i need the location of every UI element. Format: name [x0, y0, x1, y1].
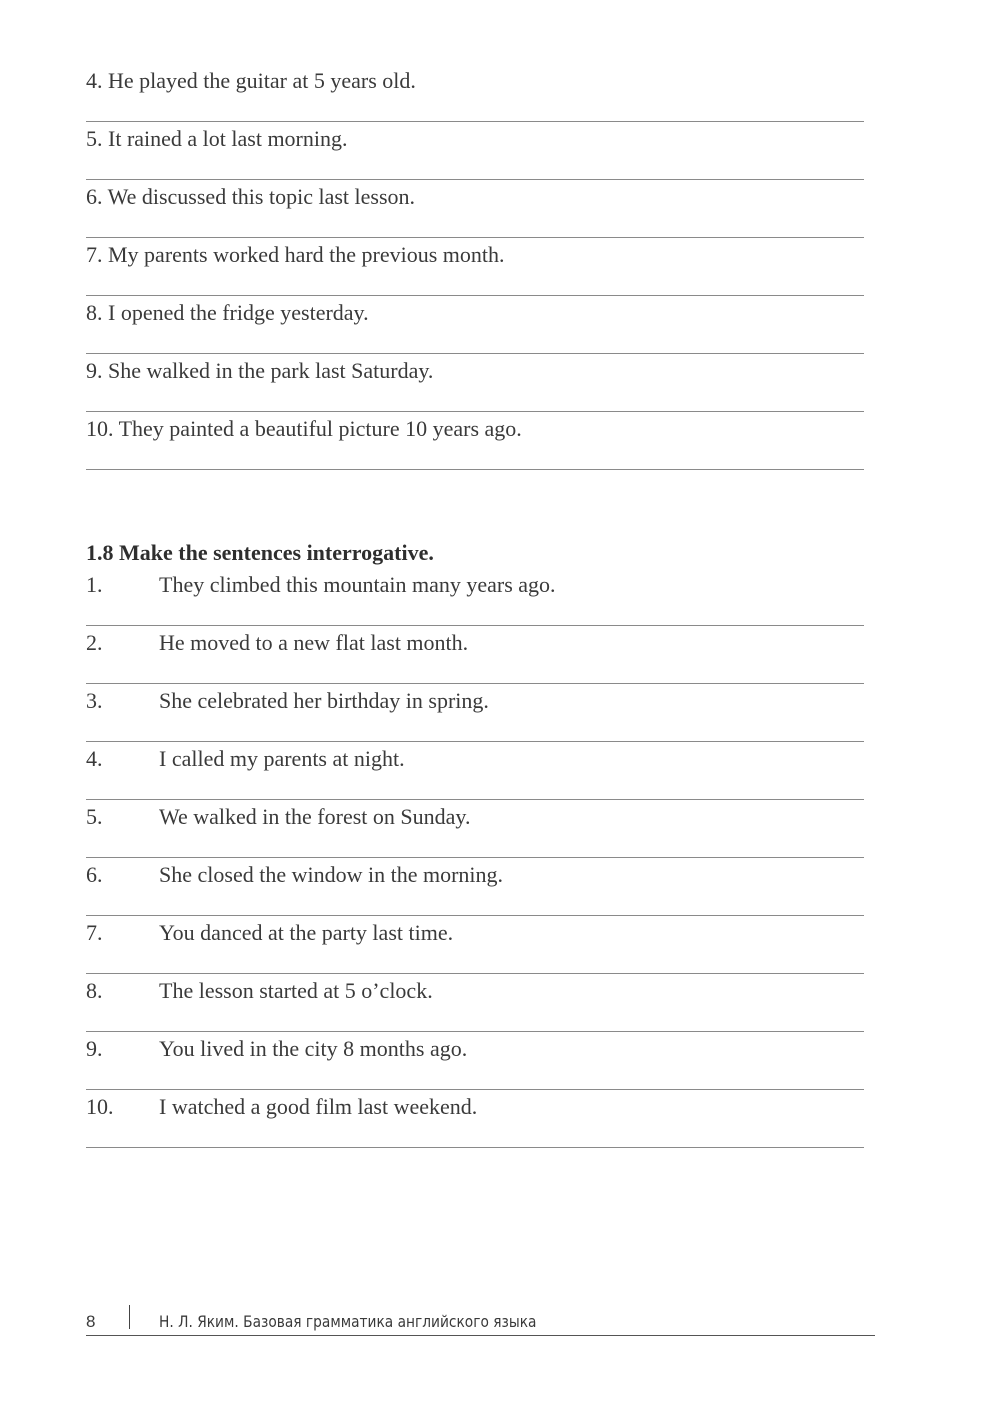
item-text: 7. My parents worked hard the previous month.: [86, 242, 505, 267]
item-number: 7.: [86, 920, 103, 945]
item-text: 4. He played the guitar at 5 years old.: [86, 68, 416, 93]
answer-line[interactable]: [86, 469, 864, 470]
item-text: You danced at the party last time.: [159, 920, 454, 945]
exercise-item: [86, 410, 864, 468]
exercise-item: [86, 566, 864, 624]
item-number: 3.: [86, 688, 103, 713]
item-text: I called my parents at night.: [159, 746, 405, 771]
item-text: You lived in the city 8 months ago.: [159, 1036, 468, 1061]
item-text: 5. It rained a lot last morning.: [86, 126, 348, 151]
item-text: He moved to a new flat last month.: [159, 630, 469, 655]
exercise-item: [86, 294, 864, 352]
exercise-item: [86, 62, 864, 120]
item-text: The lesson started at 5 o’clock.: [159, 978, 433, 1003]
exercise-heading: 1.8 Make the sentences interrogative.: [86, 540, 434, 565]
item-number: 5.: [86, 804, 103, 829]
exercise-item: [86, 682, 864, 740]
item-text: 6. We discussed this topic last lesson.: [86, 184, 416, 209]
exercise-item: [86, 1030, 864, 1088]
answer-line[interactable]: [86, 1147, 864, 1148]
item-text: 8. I opened the fridge yesterday.: [86, 300, 369, 325]
continued-exercise: [86, 62, 864, 468]
page-number: 8: [86, 1312, 96, 1331]
exercise-item: [86, 178, 864, 236]
exercise-item: [86, 120, 864, 178]
page-footer: [86, 1302, 875, 1338]
item-number: 2.: [86, 630, 103, 655]
item-text: They climbed this mountain many years ago.: [159, 572, 556, 597]
item-number: 6.: [86, 862, 103, 887]
item-number: 4.: [86, 746, 103, 771]
exercise-item: [86, 798, 864, 856]
item-text: 10. They painted a beautiful picture 10 years ago.: [86, 416, 522, 441]
item-text: She celebrated her birthday in spring.: [159, 688, 489, 713]
item-text: We walked in the forest on Sunday.: [159, 804, 471, 829]
footer-rule: [86, 1335, 875, 1336]
item-text: I watched a good film last weekend.: [159, 1094, 478, 1119]
item-number: 8.: [86, 978, 103, 1003]
exercise-item: [86, 624, 864, 682]
exercise-item: [86, 914, 864, 972]
item-number: 10.: [86, 1094, 114, 1119]
item-number: 1.: [86, 572, 103, 597]
item-text: 9. She walked in the park last Saturday.: [86, 358, 434, 383]
exercise-item: [86, 1088, 864, 1146]
exercise-item: [86, 856, 864, 914]
exercise-item: [86, 972, 864, 1030]
item-number: 9.: [86, 1036, 103, 1061]
interrogative-exercise: [86, 566, 864, 1146]
footer-divider: [129, 1305, 130, 1329]
exercise-item: [86, 236, 864, 294]
exercise-item: [86, 740, 864, 798]
footer-book-title: Н. Л. Яким. Базовая грамматика английского языка: [159, 1312, 537, 1331]
item-text: She closed the window in the morning.: [159, 862, 504, 887]
exercise-item: [86, 352, 864, 410]
